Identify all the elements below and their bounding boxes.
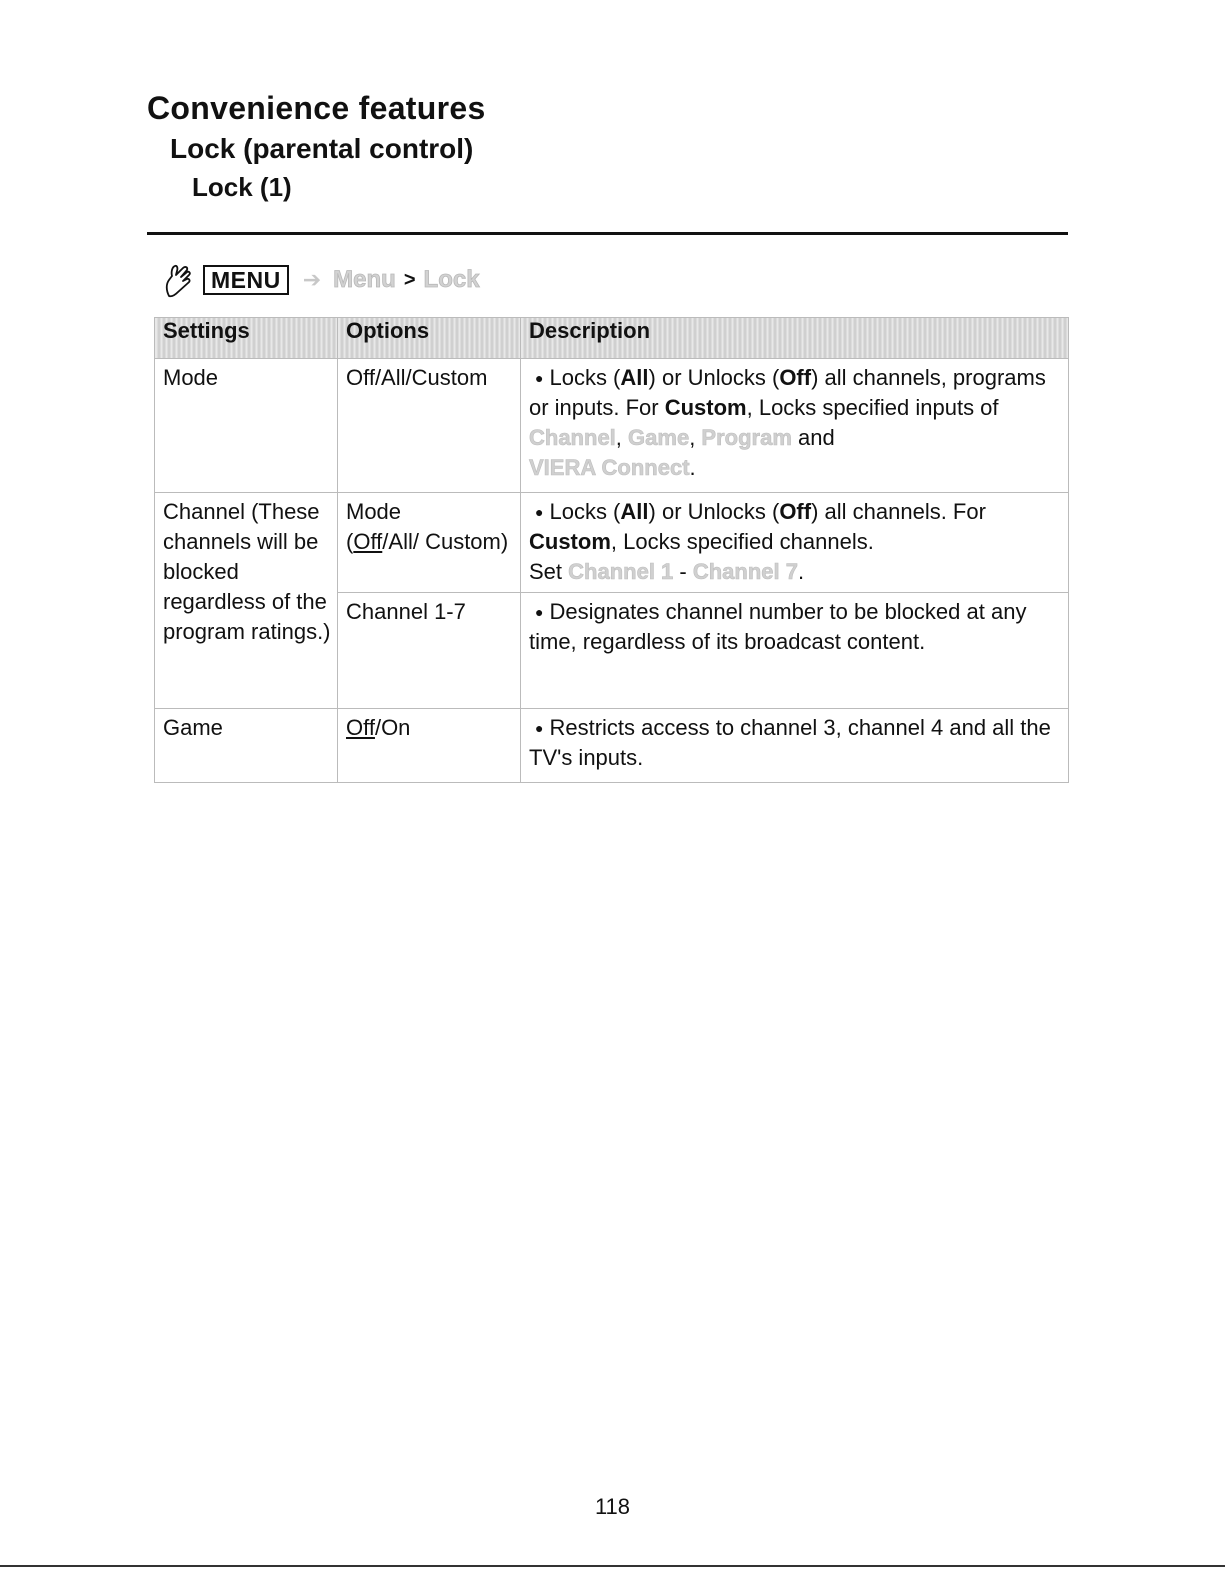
- arrow-right-icon: ➔: [302, 267, 322, 292]
- channel-1-link: Channel 1: [568, 559, 674, 584]
- option-cell: Channel 1-7: [338, 593, 521, 709]
- lock-settings-table: [154, 317, 1069, 783]
- channel-link: Channel: [529, 425, 616, 450]
- option-cell: Mode (Off/All/ Custom): [338, 493, 521, 593]
- table-header-row: [155, 318, 1069, 359]
- channel-7-link: Channel 7: [692, 559, 798, 584]
- game-link: Game: [628, 425, 690, 450]
- header-description: Description: [521, 318, 1069, 359]
- program-link: Program: [701, 425, 792, 450]
- bullet-icon: ●: [535, 604, 544, 620]
- option-cell: Off/On: [338, 709, 521, 783]
- section-title: Lock (parental control): [170, 133, 474, 164]
- table-row: [155, 359, 1069, 493]
- setting-cell: Game: [155, 709, 338, 783]
- menu-button[interactable]: MENU: [203, 265, 289, 295]
- table-row: [155, 493, 1069, 593]
- description-cell: ● Designates channel number to be blocked at any time, regardless of its broadcast content.: [521, 593, 1069, 709]
- viera-connect-link: VIERA Connect: [529, 455, 690, 480]
- page-title: Convenience features: [147, 90, 486, 126]
- menu-path: [163, 262, 480, 298]
- bullet-icon: ●: [535, 504, 544, 520]
- description-cell: ● Restricts access to channel 3, channel 4 and all the TV's inputs.: [521, 709, 1069, 783]
- header-options: Options: [338, 318, 521, 359]
- description-cell: ● Locks (All) or Unlocks (Off) all channels, programs or inputs. For Custom, Locks specified inputs of Channel, Game, Program and VIERA Connect.: [521, 359, 1069, 493]
- nav-lock-label: Lock: [423, 266, 480, 293]
- nav-menu-label: Menu: [333, 266, 396, 293]
- page-number: 118: [594, 1494, 631, 1519]
- bullet-icon: ●: [535, 370, 544, 386]
- description-cell: ● Locks (All) or Unlocks (Off) all channels. For Custom, Locks specified channels. Set Channel 1 - Channel 7.: [521, 493, 1069, 593]
- bullet-icon: ●: [535, 720, 544, 736]
- setting-cell: Channel (These channels will be blocked regardless of the program ratings.): [155, 493, 338, 709]
- table-row: [155, 709, 1069, 783]
- setting-cell: Mode: [155, 359, 338, 493]
- header-settings: Settings: [155, 318, 338, 359]
- subsection-title: Lock (1): [192, 172, 292, 202]
- nav-separator: >: [403, 268, 416, 291]
- option-cell: Off/All/Custom: [338, 359, 521, 493]
- hand-pointer-icon: [163, 262, 193, 298]
- bottom-divider: [0, 1565, 1225, 1567]
- header-divider: [147, 232, 1068, 235]
